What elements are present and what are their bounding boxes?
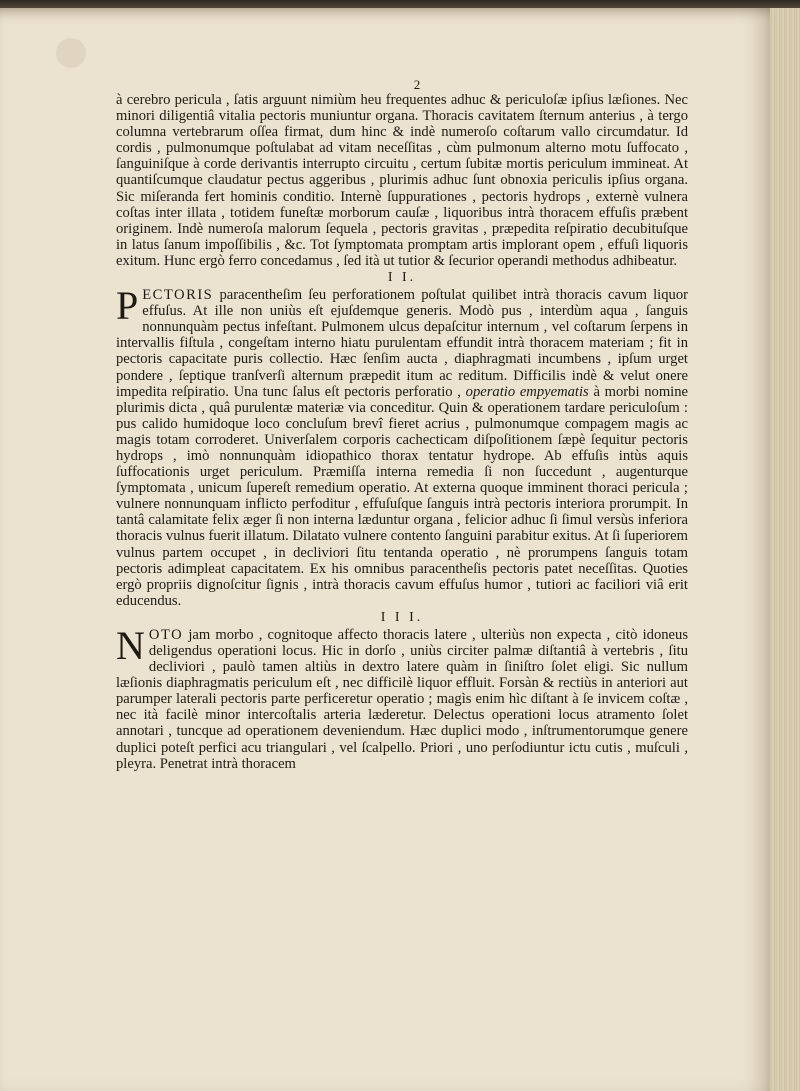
drop-cap-initial: N	[116, 622, 145, 668]
section-3-paragraph	[116, 622, 688, 772]
section-2-lead-word: ECTORIS	[142, 287, 214, 304]
page-text-block	[116, 78, 688, 772]
section-3-text-a: jam morbo , cognitoque affecto thoracis latere , ulteriùs non expecta , citò idoneus deligendus operationi locus. Hic in dorſo , uniùs circiter palmæ diſtantiâ à vertebris , ſitu decliviori , paulò tamen altiùs in dextro latere quàm in ſiniſtro ſolet eligi. Sic nullum læſionis diaphragmatis periculum eſt , nec difficilè liquor effluit. Forsàn & rectiùs in anteriori aut parumper laterali pectoris parte perficeretur operatio ; magìs enim hìc diſtant à ſe invicem coſtæ , nec ità facilè minor intercoſtalis arteria læderetur. Delectus operationi locus atramento ſolet annotari , tuncque ad operationem deveniendum. Hæc duplici modo , inſtrumentorumque genere duplici poteſt perfici acu triangulari , vel ſcalpello. Priori , uno perſodiuntur ictu cutis , muſculi , pleyra. Penetrat intrà thoracem	[116, 626, 688, 772]
page-number: 2	[413, 77, 421, 92]
section-2-text-a: paracentheſim ſeu perforationem poſtulat quilibet intrà thoracis cavum liquor effuſus. At ille non uniùs eſt ejuſdemque generis. Modò pus , interdùm aqua , ſanguis nonnunquàm pectus infeſtant. Pulmonem ulcus depaſcitur internum , vel coſtarum ſerpens in intervallis fiſtula , congeſtam interno hiatu purulentam effundit intrà thoracem materiam ; fit in pectoris capacitate puris collectio. Hæc ſenſim aucta , diaphragmati incumbens , ipſum urget pondere , ſeptique tranſverſi alternum præpedit itum ac reditum. Difficilis indè & velut onere impedita reſpiratio. Una tunc ſalus eſt pectoris perforatio ,	[116, 287, 688, 400]
drop-cap-initial: P	[116, 283, 139, 329]
page-edges	[770, 8, 800, 1091]
section-2-text-b: à morbi nomine plurimis dicta , quâ purulentæ materiæ via conceditur. Quin & operationem tardare periculoſum : pus calido humidoque loco concluſum brevî fieret acrius , pulmonumque compagem magis ac magis totam corroderet. Univerſalem corporis cachecticam diſpoſitionem ſæpè ſequitur pectoris hydrops , imò nonnunquàm idiopathico thorax tentatur hydrope. Ab effuſis intùs aquis ſuffocationis urget periculum. Præmiſſa interna remedia ſi non ſuccedunt , augenturque ſymptomata , unicum ſupereſt remedium operatio. At externa quoque imminent thoraci pericula ; vulnere nonnunquam inflicto perfoditur , effuſuſque ſanguis intrà pectoris interiora prorumpit. In tantâ calamitate felix æger ſi non interna læduntur organa , felicior adhuc ſi ſimul versùs inferiora thoracis vulnus fuerit illatum. Dilatato vulnere contento ſanguini parabitur exitus. At ſi ſuperiorem vulnus partem occupet , in decliviori ſitu tentanda operatio , nè prorumpens ſanguis totam pectoris adimpleat capacitatem. Ex his omnibus paracentheſis pectoris patet neceſſitas. Quoties ergò propriis dignoſcitur ſignis , intrà thoracis cavum effuſus humor , tutiori ac faciliori viâ erit educendus.	[116, 383, 689, 609]
paper-stain	[56, 38, 86, 68]
section-2-italic-term: operatio empyematis	[465, 383, 589, 400]
section-2-paragraph	[116, 283, 689, 609]
section-number-3: I I I.	[380, 609, 424, 625]
intro-paragraph: à cerebro pericula , ſatis arguunt nimiùm heu frequentes adhuc & periculoſæ ipſius læſiones. Nec minori diligentiâ vitalia pectoris muniuntur organa. Thoracis cavitatem ſternum anterius , à tergo columna vertebrarum oſſea firmat, dum hinc & indè numeroſo coſtarum vallo circumdatur. Id cordis , pulmonumque poſtulabat ad vitam neceſſitas , cùm pulmonum alterno motu ſuffocato , ſanguiniſque à corde derivantis interrupto circuitu , certum ſubitæ mortis periculum immineat. At quantiſcumque claudatur pectus aggeribus , plurimis adhuc ſunt obnoxia periculis ipſius organa. Sic miſeranda fert hominis conditio. Internè ſuppurationes , pectoris hydrops , externè vulnera coſtas inter illata , totidem funeſtæ morborum cauſæ , liquoribus intrà thoracem effuſis præbent originem. Indè numeroſa malorum ſequela , pectoris gravitas , præpedita reſpiratio decubituſque in latus ſanum impoſſibilis , &c. Tot ſymptomata promptam artis implorant opem , effuſi liquoris exitum. Hunc ergò ferro concedamus , ſed ità ut tutior & ſecurior operandi methodus adhibeatur.	[116, 92, 688, 269]
section-3-lead-word: OTO	[148, 626, 184, 643]
section-number-2: I I.	[387, 270, 417, 286]
